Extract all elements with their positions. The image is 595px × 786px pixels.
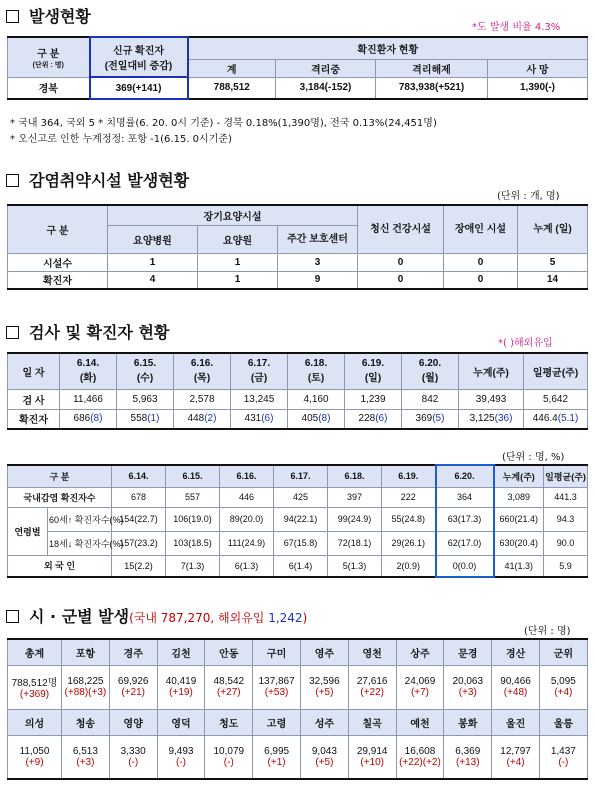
age-group-label: 18세↓	[49, 538, 73, 549]
city-name: 울릉	[539, 709, 587, 735]
overseas-value: (1)	[147, 413, 160, 425]
header-day	[60, 353, 117, 389]
tests-table	[7, 352, 588, 430]
header-total: 계	[188, 59, 276, 77]
city-name: 안동	[205, 639, 253, 665]
header-new-confirmed	[90, 37, 188, 77]
header-gubun: 구 분	[8, 205, 108, 253]
row-name: 검 사	[8, 389, 60, 409]
table-cell: 0	[358, 271, 444, 289]
table-cell: 4,160	[288, 389, 345, 409]
header-disabled: 장애인 시설	[444, 205, 518, 253]
city-total: 69,926	[117, 676, 149, 687]
table-cell: 89(20.0)	[220, 507, 274, 531]
city-delta: (+19)	[169, 687, 193, 698]
header-death: 사 망	[488, 59, 588, 77]
table-cell	[60, 409, 117, 429]
row-group-age: 연령별	[8, 507, 48, 555]
confirmed-value: 558	[130, 413, 148, 425]
row-name: 확진자	[8, 409, 60, 429]
city-total: 40,419	[165, 676, 197, 687]
table-cell: 397	[328, 487, 382, 507]
city-total: 10,079	[213, 745, 245, 757]
header-average: 일평균(주)	[544, 465, 588, 487]
checkbox-icon	[6, 10, 19, 23]
date-label: 6.19.	[361, 358, 385, 370]
table-cell	[402, 409, 459, 429]
city-delta: (+88)(+3)	[64, 687, 107, 698]
date-label: 6.14.	[76, 358, 100, 370]
table-cell: 1	[108, 253, 198, 271]
row-name: 시설수	[8, 253, 108, 271]
city-name: 김천	[157, 639, 205, 665]
table-cell: 1	[198, 271, 278, 289]
header-daycare: 주간 보호센터	[278, 225, 358, 253]
table-cell: 7(1.3)	[166, 555, 220, 577]
city-delta: (+21)	[121, 687, 145, 698]
city-name: 총계	[8, 639, 62, 665]
confirmed-value: 3,125	[469, 413, 495, 425]
unit-note: (단위 : 명)	[524, 626, 571, 637]
confirmed-value: 446.4	[532, 413, 558, 425]
cell-isolation: 3,184(-152)	[276, 77, 376, 99]
confirmed-value: 228	[358, 413, 376, 425]
table-cell: 425	[274, 487, 328, 507]
table-cell	[459, 409, 524, 429]
confirmed-value: 369	[415, 413, 433, 425]
section-title-text: 시 · 군별 발생	[29, 607, 130, 626]
table-cell: 94(22.1)	[274, 507, 328, 531]
city-total: 9,043	[311, 745, 337, 757]
table-cell: 557	[166, 487, 220, 507]
overseas-value: (5.1)	[557, 413, 579, 425]
overseas-value: (5)	[432, 413, 445, 425]
city-total: 3,330	[120, 745, 146, 757]
city-delta: (+13)	[455, 756, 480, 768]
table-cell: 222	[382, 487, 436, 507]
table-cell	[524, 409, 588, 429]
age-group-label: 60세↑	[49, 514, 73, 525]
header-day	[288, 353, 345, 389]
table-cell: 13,245	[231, 389, 288, 409]
table-cell: 660(21.4)	[494, 507, 544, 531]
cell-total: 788,512	[188, 77, 276, 99]
table-cell: 41(1.3)	[494, 555, 544, 577]
note-fatality: * 국내 364, 국외 5 * 치명률(6. 20. 0시 기준) - 경북 0.18%(1,390명), 전국 0.13%(24,451명)	[10, 118, 437, 129]
city-cell	[109, 735, 157, 779]
table-cell: 62(17.0)	[436, 531, 494, 555]
header-date: 6.19.	[382, 465, 436, 487]
cell-death: 1,390(-)	[488, 77, 588, 99]
city-cell	[396, 735, 444, 779]
table-cell: 90.0	[544, 531, 588, 555]
city-total: 16,608	[404, 745, 436, 757]
city-total: 29,914	[356, 745, 388, 757]
table-cell: 630(20.4)	[494, 531, 544, 555]
city-delta: (+4)	[506, 756, 525, 768]
table-cell: 157(23.2)	[112, 531, 166, 555]
header-gubun-text: 구 분	[37, 48, 60, 60]
city-name: 울진	[492, 709, 540, 735]
header-date: 6.17.	[274, 465, 328, 487]
cities-subtitle	[129, 611, 307, 625]
table-cell: 5,963	[117, 389, 174, 409]
overseas-value: (6)	[375, 413, 388, 425]
header-youth: 청신 건강시설	[358, 205, 444, 253]
table-cell	[174, 409, 231, 429]
header-nursing-home: 요양원	[198, 225, 278, 253]
table-cell: 0	[358, 253, 444, 271]
city-cell	[253, 735, 301, 779]
table-cell: 63(17.3)	[436, 507, 494, 531]
city-name: 문경	[444, 639, 492, 665]
table-cell: 6(1.4)	[274, 555, 328, 577]
confirmed-value: 431	[244, 413, 262, 425]
table-cell: 842	[402, 389, 459, 409]
header-date: 6.14.	[112, 465, 166, 487]
city-name: 포항	[62, 639, 110, 665]
table-cell: 2(0.9)	[382, 555, 436, 577]
cities-table	[7, 638, 588, 780]
header-date-highlight: 6.20.	[436, 465, 494, 487]
table-cell: 2,578	[174, 389, 231, 409]
city-cell	[539, 735, 587, 779]
weekday-label: (토)	[307, 373, 325, 385]
weekday-label: (목)	[193, 373, 211, 385]
row-name: 확진자	[8, 271, 108, 289]
age-table	[7, 464, 588, 578]
city-cell	[348, 665, 396, 709]
table-cell: 103(18.5)	[166, 531, 220, 555]
header-day	[402, 353, 459, 389]
city-name: 칠곡	[348, 709, 396, 735]
city-total: 1,437	[550, 745, 576, 757]
table-cell: 111(24.9)	[220, 531, 274, 555]
city-delta: (+5)	[315, 756, 334, 768]
section-title-text: 발생현황	[29, 7, 91, 26]
header-gubun	[8, 37, 90, 77]
weekday-label: (일)	[364, 373, 382, 385]
table-cell: 72(18.1)	[328, 531, 382, 555]
table-cell: 39,493	[459, 389, 524, 409]
table-cell: 0	[444, 253, 518, 271]
table-cell: 55(24.8)	[382, 507, 436, 531]
header-status: 확진환자 현황	[188, 37, 588, 59]
city-total: 168,225	[67, 676, 104, 687]
city-total: 12,797	[500, 745, 531, 757]
city-cell	[157, 735, 205, 779]
city-delta: (+22)	[360, 687, 384, 698]
city-cell	[300, 735, 348, 779]
subtitle-middle: , 해외유입	[210, 611, 269, 625]
note-correction: * 오신고로 인한 누계정정: 포항 -1(6.15. 0시기준)	[10, 134, 232, 145]
date-label: 6.16.	[190, 358, 214, 370]
section-title-tests	[6, 320, 169, 343]
unit-note: (단위 : 개, 명)	[497, 191, 560, 202]
subtitle-overseas: 1,242	[268, 611, 303, 625]
overseas-value: (8)	[318, 413, 331, 425]
header-day	[174, 353, 231, 389]
subtitle-suffix: )	[302, 611, 308, 625]
table-cell: 1	[198, 253, 278, 271]
city-total: 11,050	[19, 745, 50, 757]
confirmed-value: 405	[301, 413, 319, 425]
header-release: 격리해제	[376, 59, 488, 77]
facilities-table	[7, 204, 588, 290]
table-cell: 5,642	[524, 389, 588, 409]
city-total: 6,995	[264, 745, 290, 757]
city-delta: (+9)	[25, 756, 44, 768]
table-cell	[288, 409, 345, 429]
city-name: 경산	[492, 639, 540, 665]
header-cumulative: 누계(주)	[494, 465, 544, 487]
city-cell	[205, 735, 253, 779]
table-cell: 5.9	[544, 555, 588, 577]
checkbox-icon	[6, 610, 19, 623]
city-name: 고령	[253, 709, 301, 735]
row-name	[48, 507, 124, 531]
city-name: 상주	[396, 639, 444, 665]
city-cell	[109, 665, 157, 709]
age-row-label: 확진자수(%)	[74, 514, 124, 525]
weekday-label: (수)	[136, 373, 154, 385]
section-title-text: 감염취약시설 발생현황	[29, 171, 190, 190]
city-name: 봉화	[444, 709, 492, 735]
city-name: 청도	[205, 709, 253, 735]
table-cell: 11,466	[60, 389, 117, 409]
city-cell	[539, 665, 587, 709]
city-delta: (+48)	[503, 687, 528, 698]
city-cell	[62, 735, 110, 779]
header-cumulative: 누계(주)	[459, 353, 524, 389]
table-cell: 5	[518, 253, 588, 271]
table-cell: 0(0.0)	[436, 555, 494, 577]
city-name: 의성	[8, 709, 62, 735]
header-date: 6.18.	[328, 465, 382, 487]
header-average: 일평균(주)	[524, 353, 588, 389]
header-day	[117, 353, 174, 389]
city-total: 5,095	[550, 676, 576, 687]
age-row-label: 확진자수(%)	[74, 538, 124, 549]
row-name: 외 국 인	[8, 555, 112, 577]
header-date: 6.16.	[220, 465, 274, 487]
table-cell: 678	[112, 487, 166, 507]
table-cell: 99(24.9)	[328, 507, 382, 531]
table-cell: 6(1.3)	[220, 555, 274, 577]
city-name: 구미	[253, 639, 301, 665]
city-name: 군위	[539, 639, 587, 665]
city-delta: (+1)	[267, 756, 286, 768]
city-delta: (+53)	[264, 687, 289, 698]
date-label: 6.20.	[418, 358, 442, 370]
overseas-value: (6)	[261, 413, 274, 425]
city-delta: (+5)	[315, 687, 334, 698]
city-delta: (-)	[128, 756, 139, 768]
checkbox-icon	[6, 326, 19, 339]
header-date: 6.15.	[166, 465, 220, 487]
city-cell	[253, 665, 301, 709]
header-cumulative: 누계 (일)	[518, 205, 588, 253]
date-label: 6.17.	[247, 358, 271, 370]
overseas-value: (36)	[494, 413, 513, 425]
header-gubun: 구 분	[8, 465, 112, 487]
city-name: 영주	[300, 639, 348, 665]
header-new-text: 신규 확진자	[112, 46, 165, 57]
subtitle-domestic: 787,270	[160, 611, 211, 625]
city-cell	[396, 665, 444, 709]
city-delta: (+22)(+2)	[399, 756, 441, 768]
city-cell	[492, 665, 540, 709]
section-title-occurrence	[6, 4, 91, 27]
overseas-note: *( )해외유입	[498, 338, 553, 349]
city-total: 32,596	[309, 676, 340, 687]
header-date: 일 자	[8, 353, 60, 389]
table-cell: 4	[108, 271, 198, 289]
city-cell	[492, 735, 540, 779]
city-total: 788,512명	[11, 678, 58, 689]
weekday-label: (월)	[421, 373, 439, 385]
city-name: 경주	[109, 639, 157, 665]
city-name: 영양	[109, 709, 157, 735]
city-name: 예천	[396, 709, 444, 735]
city-total: 137,867	[258, 676, 295, 687]
city-delta: (-)	[175, 756, 186, 768]
city-cell	[348, 735, 396, 779]
city-cell	[62, 665, 110, 709]
city-total: 24,069	[404, 676, 436, 687]
overseas-value: (8)	[90, 413, 103, 425]
table-cell: 14	[518, 271, 588, 289]
city-total: 27,616	[356, 676, 388, 687]
city-name: 성주	[300, 709, 348, 735]
city-cell	[444, 735, 492, 779]
city-delta: (+4)	[554, 687, 573, 698]
city-delta: (+27)	[216, 687, 241, 698]
cell-release: 783,938(+521)	[376, 77, 488, 99]
table-cell: 154(22.7)	[112, 507, 166, 531]
city-name: 영덕	[157, 709, 205, 735]
confirmed-value: 448	[187, 413, 205, 425]
occurrence-table	[7, 36, 588, 100]
city-delta: (+369)	[19, 689, 50, 700]
province-ratio-note: *도 발생 비율 4.3%	[472, 22, 561, 33]
city-total: 6,369	[455, 745, 481, 757]
table-cell	[345, 409, 402, 429]
table-cell	[117, 409, 174, 429]
city-name: 영천	[348, 639, 396, 665]
table-cell: 441.3	[544, 487, 588, 507]
header-day	[231, 353, 288, 389]
table-cell: 3,089	[494, 487, 544, 507]
city-total: 6,513	[72, 745, 98, 757]
header-isolation: 격리중	[276, 59, 376, 77]
city-delta: (+3)	[458, 687, 477, 698]
header-hospital: 요양병원	[108, 225, 198, 253]
table-cell: 3	[278, 253, 358, 271]
row-name: 국내감염 확진자수	[8, 487, 112, 507]
weekday-label: (화)	[79, 373, 97, 385]
table-cell: 67(15.8)	[274, 531, 328, 555]
table-cell: 106(19.0)	[166, 507, 220, 531]
city-delta: (+10)	[360, 756, 384, 768]
section-title-text: 검사 및 확진자 현황	[29, 323, 170, 342]
city-total: 20,063	[452, 676, 484, 687]
city-total: 9,493	[168, 745, 194, 757]
table-cell: 15(2.2)	[112, 555, 166, 577]
cell-new: 369(+141)	[90, 77, 188, 99]
city-delta: (+3)	[76, 756, 95, 768]
city-delta: (+7)	[410, 687, 429, 698]
city-total: 48,542	[213, 676, 245, 687]
table-cell	[231, 409, 288, 429]
table-cell: 5(1.3)	[328, 555, 382, 577]
table-cell: 9	[278, 271, 358, 289]
header-unit: (단위 : 명)	[32, 61, 64, 69]
city-delta: (-)	[558, 756, 569, 768]
header-longterm: 장기요양시설	[108, 205, 358, 225]
city-cell	[8, 665, 62, 709]
city-name: 청송	[62, 709, 110, 735]
row-name: 경북	[8, 77, 90, 99]
city-cell	[8, 735, 62, 779]
city-cell	[300, 665, 348, 709]
city-delta: (-)	[223, 756, 234, 768]
table-cell: 446	[220, 487, 274, 507]
city-cell	[157, 665, 205, 709]
weekday-label: (금)	[250, 373, 268, 385]
confirmed-value: 686	[73, 413, 91, 425]
section-title-facilities	[6, 168, 189, 191]
subtitle-prefix: (국내	[129, 611, 161, 625]
checkbox-icon	[6, 174, 19, 187]
table-cell: 364	[436, 487, 494, 507]
table-cell: 94.3	[544, 507, 588, 531]
date-label: 6.15.	[133, 358, 157, 370]
header-day	[345, 353, 402, 389]
table-cell: 29(26.1)	[382, 531, 436, 555]
unit-note: (단위 : 명, %)	[502, 452, 565, 463]
city-total: 90,466	[500, 676, 531, 687]
row-name	[48, 531, 124, 555]
table-cell: 1,239	[345, 389, 402, 409]
date-label: 6.18.	[304, 358, 328, 370]
section-title-cities	[6, 604, 307, 627]
header-new-sub: (전일대비 증감)	[104, 61, 173, 72]
city-cell	[444, 665, 492, 709]
overseas-value: (2)	[204, 413, 217, 425]
city-cell	[205, 665, 253, 709]
table-cell: 0	[444, 271, 518, 289]
